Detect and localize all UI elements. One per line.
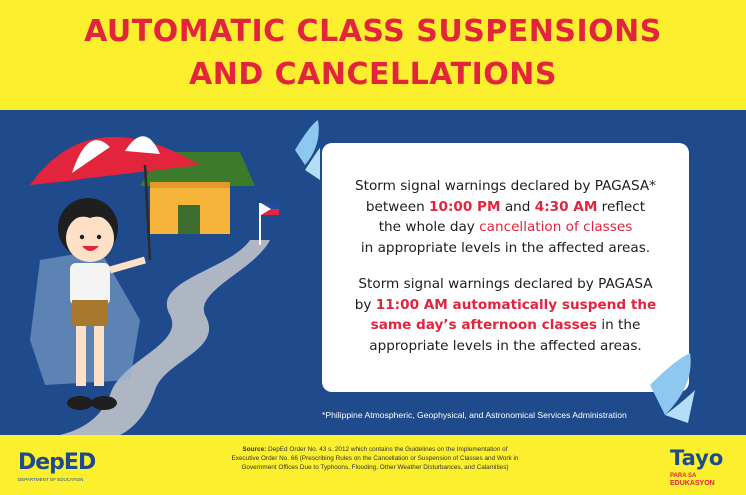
header-banner — [0, 0, 746, 110]
info-card — [322, 143, 689, 392]
page-title-line-2: AND CANCELLATIONS — [189, 57, 557, 92]
source-line-2: Executive Order No. 66 (Prescribing Rules on the Cancellation or Suspension of Classes and Work in — [231, 455, 519, 462]
p1-text-between: between — [365, 198, 430, 215]
cancellation-paragraph — [322, 176, 689, 258]
tayo-logo-word: Tayo — [670, 446, 724, 470]
p1-line-4: in appropriate levels in the affected areas. — [360, 239, 651, 256]
philippine-flag-icon — [260, 203, 279, 245]
source-citation — [230, 445, 520, 472]
p1-text-and: and — [500, 198, 535, 215]
cancellation-of-classes-highlight: cancellation of classes — [479, 219, 633, 235]
page-title-line-1: AUTOMATIC CLASS SUSPENSIONS — [84, 14, 662, 49]
raindrop-icon — [640, 345, 700, 425]
source-line-3: Government Offices Due to Typhoons, Flooding, Other Weather Disturbances, and Calamities) — [241, 464, 509, 471]
deped-logo — [18, 450, 118, 486]
deped-logo-sub: DEPARTMENT OF EDUCATION — [18, 477, 84, 482]
source-label: Source: — [242, 446, 267, 453]
afternoon-classes-highlight: same day’s afternoon classes — [370, 317, 598, 333]
tayo-logo-sub-2: EDUKASYON — [670, 480, 715, 487]
suspension-paragraph — [322, 274, 689, 356]
p1-text-reflect: reflect — [597, 198, 646, 215]
illustration-scene — [0, 110, 320, 435]
tayo-logo — [664, 446, 740, 490]
tayo-logo-sub-1: PARA SA — [670, 473, 697, 479]
time-11am-highlight: 11:00 AM automatically suspend the — [375, 296, 657, 313]
time-10pm: 10:00 PM — [429, 198, 501, 215]
p2-line-4: appropriate levels in the affected areas. — [369, 337, 642, 354]
p2-text-by: by — [354, 296, 376, 313]
raindrop-icon — [295, 120, 320, 180]
time-430am: 4:30 AM — [534, 198, 598, 215]
source-line-1: DepEd Order No. 43 s. 2012 which contains the Guidelines on the Implementation of — [266, 446, 508, 453]
p1-line-1: Storm signal warnings declared by PAGASA* — [355, 178, 656, 194]
deped-logo-word: DepED — [18, 450, 96, 475]
p1-text-whole-day: the whole day — [378, 219, 480, 235]
p2-line-1: Storm signal warnings declared by PAGASA — [358, 276, 653, 292]
p2-text-in-the: in the — [597, 317, 641, 333]
pagasa-footnote: *Philippine Atmospheric, Geophysical, and Astronomical Services Administration — [322, 410, 627, 420]
